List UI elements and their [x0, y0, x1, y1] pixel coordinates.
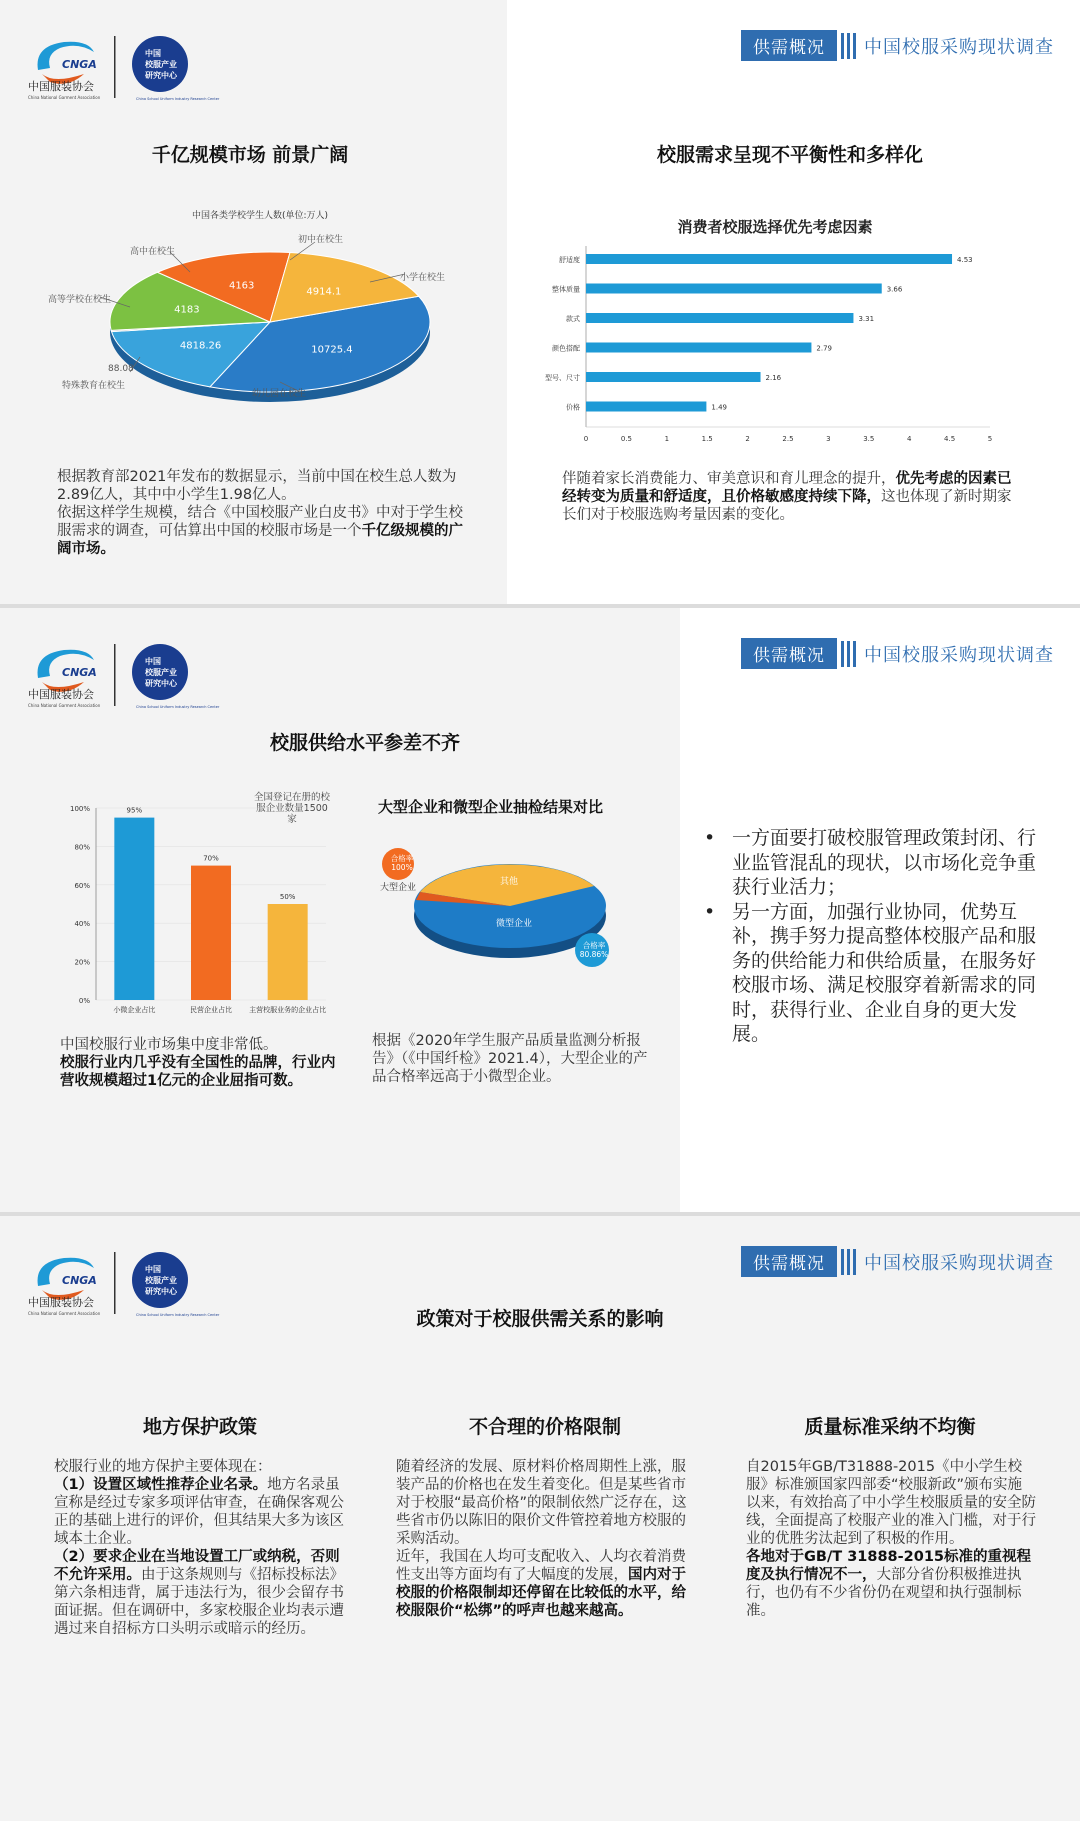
y-tick-label: 0%: [78, 997, 90, 1005]
svg-text:研究中心: 研究中心: [145, 1287, 177, 1296]
svg-text:China School Uniform Industry: China School Uniform Industry Research Center: [136, 97, 220, 101]
factor-bar: [586, 343, 811, 353]
bar-chart-title: 消费者校服选择优先考虑因素: [677, 218, 873, 236]
svg-text:中国服装协会: 中国服装协会: [28, 688, 94, 701]
pie-label-highschool: 高中在校生: [130, 247, 176, 257]
factor-label: 价格: [566, 403, 580, 412]
factor-label: 颜色搭配: [552, 344, 580, 353]
big-rate-label: 合格率 100%: [390, 854, 414, 872]
x-tick-label: 4.5: [944, 435, 956, 443]
svg-text:China School Uniform Industry: China School Uniform Industry Research Center: [136, 705, 220, 709]
x-tick-label: 1.5: [701, 435, 713, 443]
factor-value: 3.66: [886, 285, 903, 294]
logo-org-en: China National Garment Association: [28, 95, 101, 100]
section-header: 供需概况 中国校服采购现状调查: [741, 1246, 1054, 1277]
svg-text:CNGA: CNGA: [62, 1274, 97, 1287]
section-subtitle: 中国校服采购现状调查: [864, 36, 1054, 58]
pie-title: 中国各类学校学生人数(单位:万人): [191, 211, 329, 221]
y-tick-label: 80%: [74, 843, 90, 852]
enterprise-bar-chart: [50, 788, 350, 1018]
svg-text:研究中心: 研究中心: [145, 71, 177, 80]
x-tick-label: 5: [987, 435, 993, 443]
factor-bar: [586, 402, 706, 412]
x-tick-label: 1: [664, 435, 670, 443]
factor-label: 款式: [566, 315, 580, 323]
svg-text:中国: 中国: [145, 49, 161, 58]
cnga-logo: [24, 28, 220, 108]
bar-value-label: 95%: [126, 806, 143, 815]
svg-text:中国: 中国: [145, 657, 161, 666]
price-limit-text: 随着经济的发展、原材料价格周期性上涨，服装产品的价格也在发生着变化。但是某些省市对于校服“最高价格”的限制依然广泛存在，这些省市仍以陈旧的限价文件管控着地方校服的采购活动。 近年，我国在人均可支配收入、人均衣着消费性支出等方面均有了大幅度的发展，国内对于校服的价格限制却还停留在比较低的水平，给校服限价“松绑”的呼声也越来越高。: [396, 1459, 687, 1619]
factor-value: 2.16: [765, 374, 782, 382]
slide-policy-impact: [0, 1216, 1080, 1821]
factor-value: 3.31: [858, 315, 875, 323]
recommendation-list: [702, 826, 1042, 1047]
logo-org-name: 中国服装协会: [28, 80, 94, 93]
svg-text:CNGA: CNGA: [62, 666, 97, 679]
svg-text:China National Garment Associa: China National Garment Association: [28, 703, 101, 708]
pie-value-0: 10725.4: [311, 344, 353, 356]
svg-text:研究中心: 研究中心: [145, 679, 177, 688]
pie-label-college: 高等学校在校生: [48, 295, 112, 305]
bar-category-label: 主营校服业务的企业占比: [249, 1006, 327, 1014]
enterprise-bar: [114, 818, 154, 1000]
x-tick-label: 0: [583, 435, 589, 443]
pie-value-3: 4183: [174, 304, 200, 316]
svg-text:校服产业: 校服产业: [145, 668, 177, 677]
svg-text:中国服装协会: 中国服装协会: [28, 1296, 94, 1309]
inspection-chart-title: 大型企业和微型企业抽检结果对比: [378, 798, 604, 816]
factor-label: 舒适度: [559, 256, 580, 264]
x-tick-label: 2: [745, 435, 750, 443]
policy-title: 政策对于校服供需关系的影响: [416, 1308, 664, 1330]
pie-label-kindergarten: 幼儿园在校生: [252, 389, 307, 399]
recommendation-item: • 另一方面，加强行业协同，优势互补，携手努力提高整体校服产品和服务的供给能力和供给质量，在服务好校服市场、满足校服穿着新需求的同时，获得行业、企业自身的更大发展。: [702, 900, 1042, 1047]
pie-value-4: 4163: [228, 280, 255, 292]
factor-bar: [586, 284, 882, 294]
section-header: 供需概况 中国校服采购现状调查: [741, 638, 1054, 669]
factor-bar: [586, 254, 952, 264]
pie-label-primary: 小学在校生: [400, 273, 446, 283]
x-tick-label: 3.5: [863, 435, 875, 443]
market-title: 千亿规模市场 前景广阔: [151, 144, 349, 166]
market-paragraph: 根据教育部2021年发布的数据显示，当前中国在校生总人数为2.89亿人，其中中小学生1.98亿人。 依据这样学生规模，结合《中国校服产业白皮书》中对于学生校服需求的调查，可估算出中国的校服市场是一个千亿级规模的广阔市场。: [57, 469, 463, 557]
pie-label-middle: 初中在校生: [298, 235, 344, 245]
cnga-logo: [24, 1244, 220, 1324]
section-header: [741, 30, 1054, 61]
factor-label: 型号、尺寸: [545, 374, 580, 382]
demand-paragraph: 伴随着家长消费能力、审美意识和育儿理念的提升，优先考虑的因素已经转变为质量和舒适度，且价格敏感度持续下降，这也体现了新时期家长们对于校服选购考量因素的变化。: [562, 471, 1012, 523]
quality-standard-text: 自2015年GB/T31888-2015《中小学生校服》标准颁国家四部委“校服新政”颁布实施以来，有效抬高了中小学生校服质量的安全防线，全面提高了校服产业的准入门槛，对于行业的优胜劣汰起到了积极的作用。 各地对于GB/T 31888-2015标准的重视程度及执行情况不一，大部分省份积极推进执行，也仍有不少省份仍在观望和执行强制标准。: [746, 1459, 1036, 1619]
svg-text:中国: 中国: [145, 1265, 161, 1274]
local-protection-heading: 地方保护政策: [142, 1416, 257, 1438]
x-tick-label: 3: [826, 435, 831, 443]
logo-abbr: CNGA: [62, 58, 97, 71]
slide-supply-level: [0, 608, 1080, 1214]
quality-standard-heading: 质量标准采纳不均衡: [804, 1416, 976, 1438]
factor-value: 2.79: [816, 344, 833, 353]
enterprise-count-note: 全国登记在册的校服企业数量1500家: [253, 792, 330, 825]
bar-category-label: 小微企业占比: [113, 1006, 156, 1014]
y-tick-label: 60%: [74, 881, 90, 890]
x-tick-label: 4: [906, 435, 912, 443]
demand-title: 校服需求呈现不平衡性和多样化: [656, 144, 923, 166]
big-enterprise-label: 大型企业: [380, 883, 417, 893]
pie-value-special: 88.08: [108, 364, 134, 374]
micro-rate-label: 合格率 80.86%: [579, 941, 609, 959]
factor-label: 整体质量: [552, 285, 580, 294]
recommendation-item: • 一方面要打破校服管理政策封闭、行业监管混乱的现状，以市场化竞争重获行业活力；: [702, 826, 1042, 900]
enterprise-bar: [191, 866, 231, 1000]
bar-category-label: 民营企业占比: [190, 1006, 232, 1014]
pie-label-special: 特殊教育在校生: [62, 381, 126, 391]
pie-value-5: 4914.1: [306, 286, 342, 298]
factor-bar-chart: [540, 240, 1010, 443]
price-limit-heading: 不合理的价格限制: [468, 1416, 621, 1438]
pie-value-1: 4818.26: [179, 340, 222, 352]
factor-value: 4.53: [957, 256, 973, 264]
y-tick-label: 20%: [74, 958, 90, 967]
svg-text:校服产业: 校服产业: [145, 1276, 177, 1285]
y-tick-label: 100%: [69, 805, 90, 813]
inspection-paragraph: 根据《2020年学生服产品质量监测分析报告》（《中国纤检》2021.4），大型企业的产品合格率远高于小微型企业。: [372, 1033, 648, 1085]
section-tag: 供需概况: [741, 30, 837, 61]
micro-enterprise-label: 微型企业: [496, 919, 533, 929]
enterprise-bar: [268, 904, 308, 1000]
supply-title: 校服供给水平参差不齐: [269, 732, 460, 754]
y-tick-label: 40%: [74, 920, 90, 929]
bar-value-label: 70%: [203, 854, 219, 863]
svg-text:China School Uniform Industry: China School Uniform Industry Research Center: [136, 1313, 220, 1317]
factor-bar: [586, 372, 761, 382]
factor-value: 1.49: [711, 403, 727, 412]
local-protection-text: 校服行业的地方保护主要体现在： （1）设置区域性推荐企业名录。地方名录虽宣称是经过专家多项评估审查，在确保客观公正的基础上进行的评价，但其结果大多为该区域本土企业。 （2）要求企业在当地设置工厂或纳税，否则不允许采用。由于这条规则与《招标投标法》第六条相违背，属于违法行为，很少会留存书面证据。但在调研中，多家校服企业均表示遭遇过来自招标方口头明示或暗示的经历。: [54, 1459, 344, 1637]
factor-bar: [586, 313, 853, 323]
cnga-logo: [24, 636, 220, 716]
bar-value-label: 50%: [279, 893, 296, 901]
svg-text:China National Garment Associa: China National Garment Association: [28, 1311, 101, 1316]
slide-market-scale: [0, 0, 1080, 604]
x-tick-label: 0.5: [620, 435, 632, 443]
x-tick-label: 2.5: [782, 435, 794, 443]
svg-text:校服产业: 校服产业: [145, 60, 177, 69]
concentration-paragraph: 中国校服行业市场集中度非常低。 校服行业内几乎没有全国性的品牌，行业内营收规模超过1亿元的企业屈指可数。: [60, 1037, 336, 1089]
divider-bars: [841, 33, 856, 59]
other-label: 其他: [500, 877, 519, 887]
